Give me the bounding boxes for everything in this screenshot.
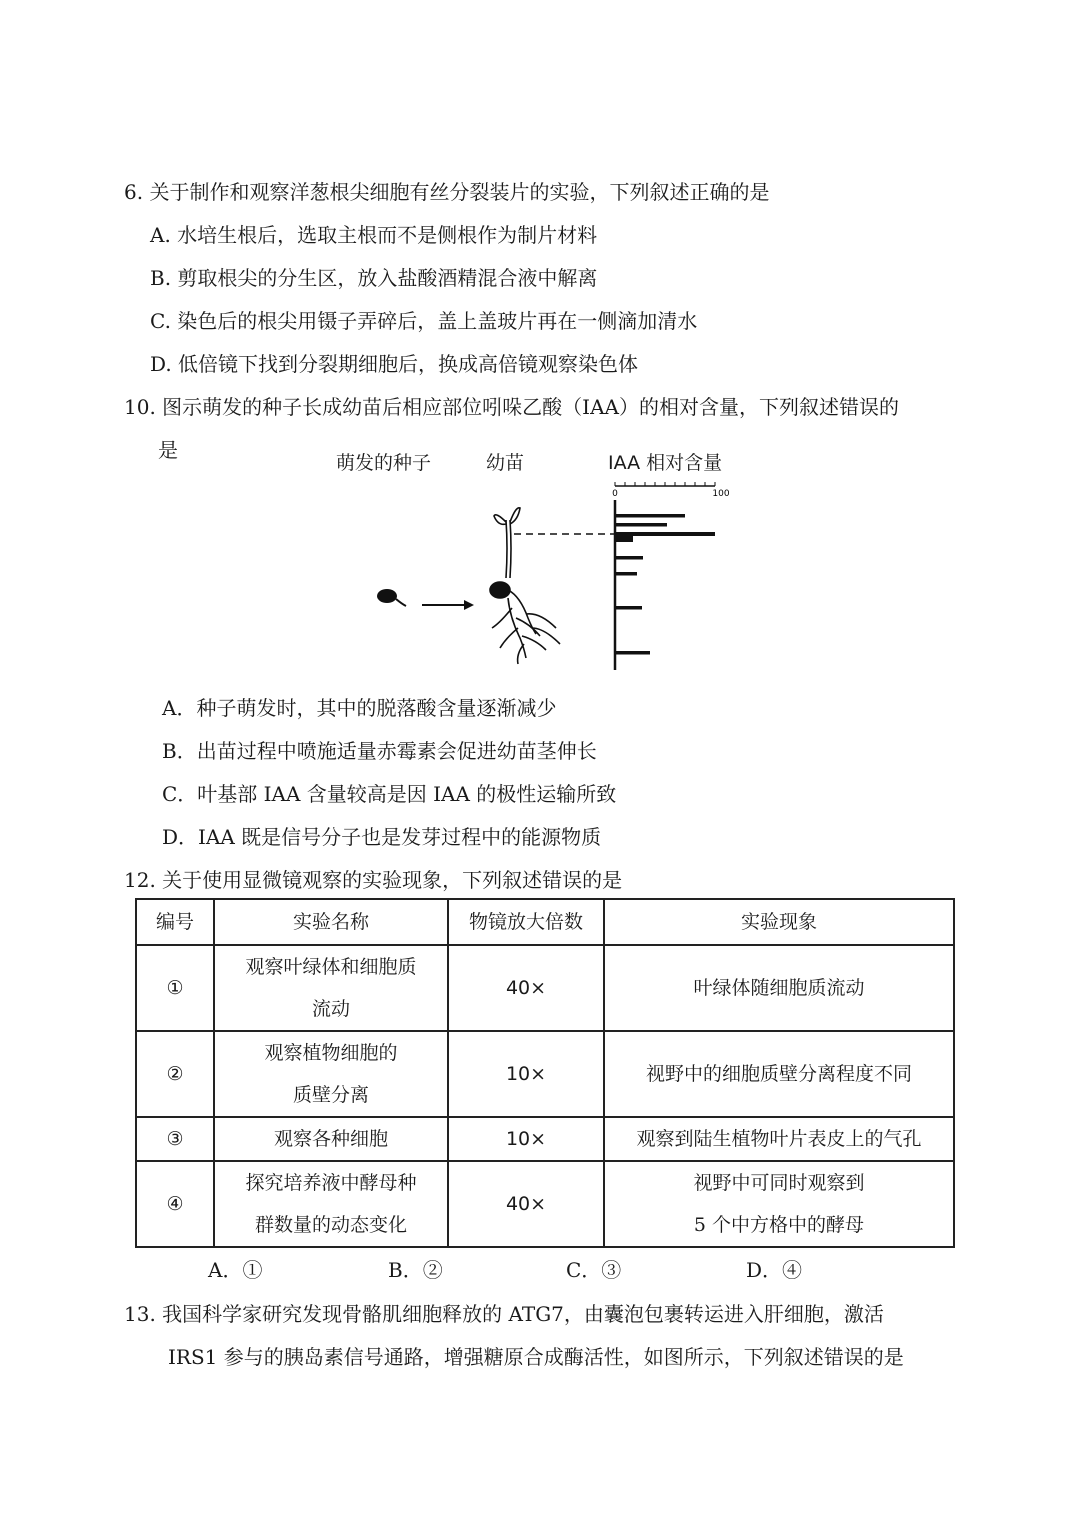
q13-stem-line1: 13. 我国科学家研究发现骨骼肌细胞释放的 ATG7，由囊泡包裹转运进入肝细胞，激活 bbox=[124, 1302, 884, 1326]
row-magnification: 40× bbox=[448, 945, 604, 1031]
iaa-bar bbox=[615, 606, 642, 610]
row-magnification: 10× bbox=[448, 1031, 604, 1117]
iaa-bar bbox=[615, 514, 685, 518]
iaa-bar bbox=[615, 572, 637, 576]
q10-stem-continued: 是 bbox=[158, 438, 178, 462]
iaa-bar bbox=[615, 556, 643, 560]
iaa-bar bbox=[615, 532, 715, 536]
q10-stem: 10. 图示萌发的种子长成幼苗后相应部位吲哚乙酸（IAA）的相对含量，下列叙述错误的 bbox=[124, 395, 899, 419]
row-observation: 观察到陆生植物叶片表皮上的气孔 bbox=[604, 1117, 954, 1161]
row-observation: 视野中可同时观察到 5 个中方格中的酵母 bbox=[604, 1161, 954, 1247]
q6-option-c: C. 染色后的根尖用镊子弄碎后，盖上盖玻片再在一侧滴加清水 bbox=[150, 309, 698, 333]
seedling-illustration bbox=[490, 508, 560, 664]
figure-label-iaa: IAA 相对含量 bbox=[608, 452, 723, 474]
figure-label-seed: 萌发的种子 bbox=[336, 452, 432, 474]
header-magnification: 物镜放大倍数 bbox=[448, 899, 604, 945]
iaa-axis bbox=[612, 482, 730, 670]
seed-illustration bbox=[377, 589, 406, 606]
iaa-bar-block bbox=[615, 536, 633, 542]
q6-stem: 6. 关于制作和观察洋葱根尖细胞有丝分裂装片的实验，下列叙述正确的是 bbox=[124, 180, 770, 204]
header-name: 实验名称 bbox=[214, 899, 448, 945]
table-row bbox=[136, 1161, 954, 1247]
scale-min-label: 0 bbox=[612, 489, 618, 499]
row-observation: 视野中的细胞质壁分离程度不同 bbox=[604, 1031, 954, 1117]
row-name: 观察植物细胞的 质壁分离 bbox=[214, 1031, 448, 1117]
q10-option-c: C．叶基部 IAA 含量较高是因 IAA 的极性运输所致 bbox=[162, 782, 617, 806]
q12-answer-d: D．④ bbox=[746, 1258, 803, 1282]
row-name: 观察叶绿体和细胞质 流动 bbox=[214, 945, 448, 1031]
q12-answer-a: A．① bbox=[208, 1258, 263, 1282]
table-row bbox=[136, 1031, 954, 1117]
q10-option-d: D．IAA 既是信号分子也是发芽过程中的能源物质 bbox=[162, 825, 602, 849]
q12-answer-c: C．③ bbox=[566, 1258, 622, 1282]
q10-option-a: A．种子萌发时，其中的脱落酸含量逐渐减少 bbox=[162, 696, 557, 720]
row-id: ③ bbox=[136, 1117, 214, 1161]
iaa-bar bbox=[615, 651, 650, 655]
row-name: 探究培养液中酵母种 群数量的动态变化 bbox=[214, 1161, 448, 1247]
row-name: 观察各种细胞 bbox=[214, 1117, 448, 1161]
q6-option-b: B. 剪取根尖的分生区，放入盐酸酒精混合液中解离 bbox=[150, 266, 598, 290]
iaa-figure bbox=[360, 478, 740, 678]
experiment-table bbox=[135, 898, 955, 1248]
table-header-row bbox=[136, 899, 954, 945]
q6-option-a: A. 水培生根后，选取主根而不是侧根作为制片材料 bbox=[150, 223, 598, 247]
row-id: ④ bbox=[136, 1161, 214, 1247]
q13-stem-line2: IRS1 参与的胰岛素信号通路，增强糖原合成酶活性，如图所示，下列叙述错误的是 bbox=[168, 1345, 904, 1369]
table-row bbox=[136, 1117, 954, 1161]
q12-answer-b: B．② bbox=[388, 1258, 443, 1282]
q12-stem: 12. 关于使用显微镜观察的实验现象，下列叙述错误的是 bbox=[124, 868, 623, 892]
row-observation: 叶绿体随细胞质流动 bbox=[604, 945, 954, 1031]
table-row bbox=[136, 945, 954, 1031]
row-id: ① bbox=[136, 945, 214, 1031]
arrow-icon bbox=[422, 600, 474, 610]
header-id: 编号 bbox=[136, 899, 214, 945]
row-magnification: 40× bbox=[448, 1161, 604, 1247]
q6-option-d: D. 低倍镜下找到分裂期细胞后，换成高倍镜观察染色体 bbox=[150, 352, 639, 376]
row-magnification: 10× bbox=[448, 1117, 604, 1161]
q10-option-b: B．出苗过程中喷施适量赤霉素会促进幼苗茎伸长 bbox=[162, 739, 597, 763]
figure-label-seedling: 幼苗 bbox=[486, 452, 525, 474]
iaa-bar bbox=[615, 523, 667, 527]
iaa-bars bbox=[615, 514, 715, 655]
row-id: ② bbox=[136, 1031, 214, 1117]
header-observation: 实验现象 bbox=[604, 899, 954, 945]
scale-max-label: 100 bbox=[712, 489, 730, 499]
